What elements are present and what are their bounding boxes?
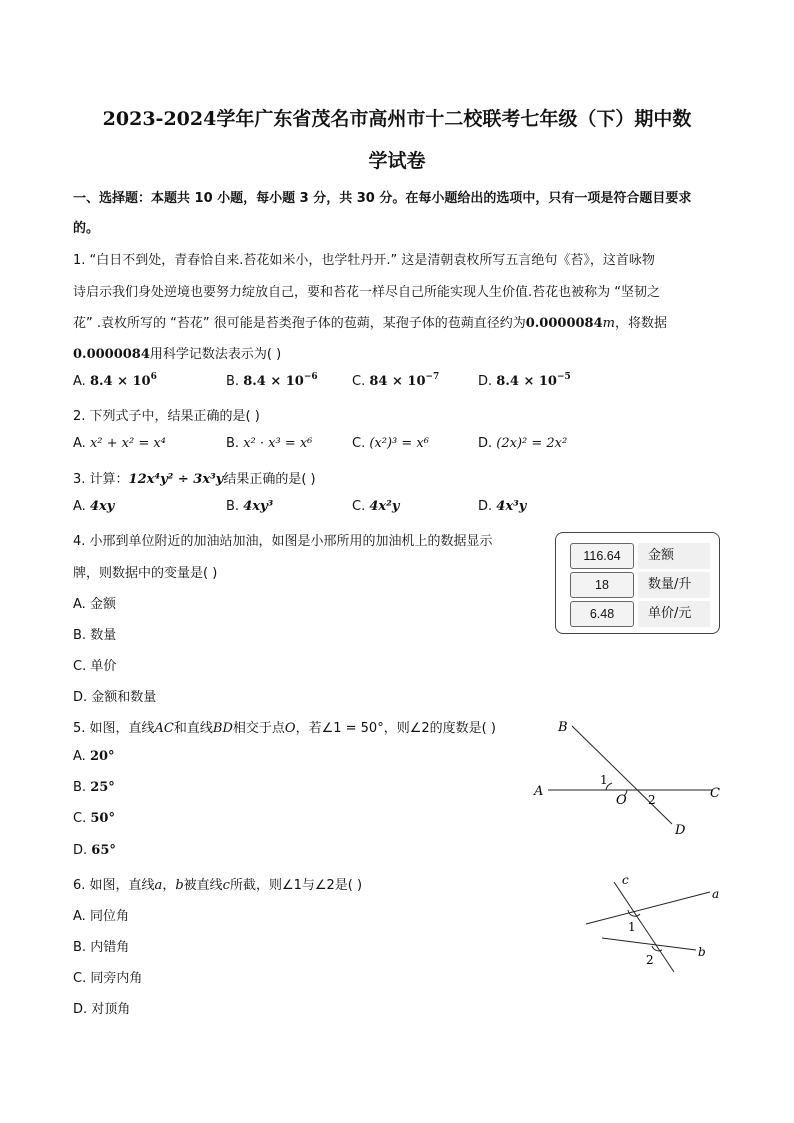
option-label: B. [73, 940, 87, 955]
option-label: B. [226, 374, 240, 389]
option-label: C. [73, 811, 87, 826]
option-value: 4x³y [496, 499, 527, 514]
q4-option-c[interactable] [73, 655, 116, 674]
option-value: 65° [91, 843, 116, 858]
q5-stem-text-4: ，若∠1 = 50°，则∠2的度数是( ) [295, 721, 496, 736]
option-exponent: 6 [150, 372, 157, 382]
label-a: a [712, 887, 720, 901]
label-o: O [616, 793, 627, 808]
option-value: 8.4 × 10 [89, 374, 151, 389]
q5-option-a[interactable] [73, 749, 115, 764]
q4-line1: 4. 小邢到单位附近的加油站加油，如图是小邢所用的加油机上的数据显示 [73, 534, 493, 549]
option-value: 8.4 × 10 [496, 374, 557, 389]
q4-option-d[interactable] [73, 686, 156, 705]
q6-stem-text: 6. 如图，直线 [73, 878, 155, 893]
q5-stem-text: 5. 如图，直线 [73, 721, 155, 736]
q5-option-b[interactable] [73, 780, 115, 795]
q6-comma: ， [162, 878, 176, 893]
q1-option-c[interactable] [352, 374, 439, 389]
option-value: 单价 [90, 659, 117, 674]
q1-number-2: 0.0000084 [73, 347, 150, 362]
section-instructions-line2: 的。 [73, 221, 100, 236]
option-label: C. [73, 659, 87, 674]
option-value: 25° [90, 780, 115, 795]
line-a [586, 892, 710, 924]
option-value: 金额 [89, 597, 116, 612]
page-title-line2: 学试卷 [368, 150, 426, 172]
option-value: (x²)³ = x⁶ [369, 436, 429, 451]
q5-stem-text-3: 相交于点 [232, 721, 285, 736]
option-value: 4xy³ [243, 499, 274, 514]
option-label: A. [73, 749, 86, 764]
q1-line3-tail: ，将数据 [614, 316, 667, 331]
line-c [614, 882, 674, 972]
line-bd [572, 726, 672, 824]
option-label: A. [73, 909, 86, 924]
label-c: c [622, 873, 629, 887]
line-bd-label: BD [212, 721, 233, 736]
option-label: B. [226, 436, 240, 451]
q3-stem-text: 3. 计算： [73, 472, 129, 487]
option-value: 同位角 [89, 909, 129, 924]
q4-option-b[interactable] [73, 624, 116, 643]
option-label: D. [478, 436, 493, 451]
option-exponent: −5 [556, 372, 571, 382]
q5-option-d[interactable] [73, 843, 116, 858]
line-c-label: c [222, 878, 230, 893]
pump-value-unit-price: 6.48 [570, 601, 634, 627]
q4-option-a[interactable] [73, 593, 116, 612]
label-angle-2: 2 [648, 793, 656, 807]
option-label: C. [352, 436, 366, 451]
q5-stem [73, 717, 496, 736]
q1-option-d[interactable] [478, 374, 571, 389]
q2-option-c[interactable] [352, 436, 429, 451]
option-value: 同旁内角 [90, 971, 143, 986]
pump-value-quantity: 18 [570, 572, 634, 598]
option-label: D. [73, 690, 88, 705]
option-exponent: −7 [425, 372, 440, 382]
option-label: D. [478, 499, 493, 514]
label-angle-1: 1 [600, 773, 608, 787]
q1-line2: 诗启示我们身处逆境也要努力绽放自己，要和苔花一样尽自己所能实现人生价值.苔花也被称为 “坚韧之 [73, 285, 661, 300]
pump-label-amount: 金额 [638, 543, 710, 569]
q5-intersecting-lines-figure [520, 712, 730, 842]
page-title-line1: 2023-2024学年广东省茂名市高州市十二校联考七年级（下）期中数 [102, 108, 692, 130]
q6-option-d[interactable] [73, 998, 130, 1017]
option-value: 8.4 × 10 [243, 374, 304, 389]
label-b: b [698, 945, 706, 959]
option-value: 对顶角 [91, 1002, 131, 1017]
q6-option-a[interactable] [73, 905, 129, 924]
option-value: (2x)² = 2x² [496, 436, 568, 451]
q1-line1: 1. “白日不到处，青春恰自来.苔花如米小，也学牡丹开.” 这是清朝袁枚所写五言绝句《苔》，这首咏物 [73, 253, 655, 268]
q6-option-b[interactable] [73, 936, 129, 955]
line-a-label: a [154, 878, 163, 893]
line-b-label: b [175, 878, 184, 893]
option-label: A. [73, 597, 86, 612]
label-c: C [710, 786, 720, 801]
option-label: B. [73, 628, 87, 643]
q1-option-b[interactable] [226, 374, 318, 389]
q4-line2: 牌，则数据中的变量是( ) [73, 566, 218, 581]
option-value: 4xy [89, 499, 115, 514]
option-label: C. [73, 971, 87, 986]
q1-line4-text: 用科学记数法表示为( ) [149, 347, 282, 362]
label-angle-2: 2 [646, 953, 654, 967]
q2-option-b[interactable] [226, 436, 312, 451]
q5-stem-text-2: 和直线 [173, 721, 213, 736]
pump-label-quantity: 数量/升 [638, 572, 710, 598]
option-label: A. [73, 436, 86, 451]
option-label: D. [73, 1002, 88, 1017]
option-value: x² · x³ = x⁶ [243, 436, 313, 451]
option-value: 金额和数量 [91, 690, 157, 705]
q1-line4 [73, 343, 281, 362]
option-label: A. [73, 499, 86, 514]
option-value: 84 × 10 [369, 374, 426, 389]
option-label: A. [73, 374, 86, 389]
q2-stem: 2. 下列式子中，结果正确的是( ) [73, 409, 260, 424]
q3-stem-tail: 结果正确的是( ) [223, 472, 316, 487]
q3-stem [73, 468, 316, 487]
option-value: x² + x² = x⁴ [89, 436, 166, 451]
label-angle-1: 1 [628, 920, 636, 934]
point-o-label: O [284, 721, 296, 736]
q3-option-a[interactable] [73, 499, 114, 514]
q3-option-c[interactable] [352, 499, 399, 514]
label-a: A [534, 784, 544, 799]
q3-option-d[interactable] [478, 499, 526, 514]
option-label: B. [73, 780, 87, 795]
line-b [602, 938, 696, 950]
q1-unit: m [602, 316, 615, 331]
q6-stem [73, 874, 362, 893]
q1-line3 [73, 312, 667, 331]
q6-stem-text-2: 被直线 [183, 878, 223, 893]
label-b: B [558, 720, 568, 735]
option-label: D. [478, 374, 493, 389]
q2-option-d[interactable] [478, 436, 567, 451]
pump-value-amount: 116.64 [570, 543, 634, 569]
fuel-pump-display [555, 532, 720, 634]
section-instructions-line1: 一、选择题：本题共 10 小题，每小题 3 分，共 30 分。在每小题给出的选项中，只有一项是符合题目要求 [73, 191, 692, 206]
pump-label-unit-price: 单价/元 [638, 601, 710, 627]
q3-expression: 12x⁴y² ÷ 3x³y [128, 472, 224, 487]
option-value: 内错角 [90, 940, 130, 955]
q2-option-a[interactable] [73, 436, 166, 451]
line-ac-label: AC [154, 721, 174, 736]
option-value: 数量 [90, 628, 117, 643]
option-value: 50° [90, 811, 115, 826]
q1-line3-text: 花” .袁枚所写的 “苔花” 很可能是苔类孢子体的苞蒴，某孢子体的苞蒴直径约为 [73, 316, 526, 331]
option-label: D. [73, 843, 88, 858]
option-value: 4x²y [369, 499, 400, 514]
q6-option-c[interactable] [73, 967, 142, 986]
option-value: 20° [89, 749, 115, 764]
q5-option-c[interactable] [73, 811, 115, 826]
option-exponent: −6 [303, 372, 318, 382]
label-d: D [675, 823, 686, 838]
q6-transversal-figure [578, 868, 728, 978]
q6-stem-text-3: 所截，则∠1与∠2是( ) [229, 878, 363, 893]
q1-option-a[interactable] [73, 374, 157, 389]
option-label: C. [352, 499, 366, 514]
q1-number: 0.0000084 [525, 316, 603, 331]
option-label: B. [226, 499, 240, 514]
q3-option-b[interactable] [226, 499, 273, 514]
option-label: C. [352, 374, 366, 389]
